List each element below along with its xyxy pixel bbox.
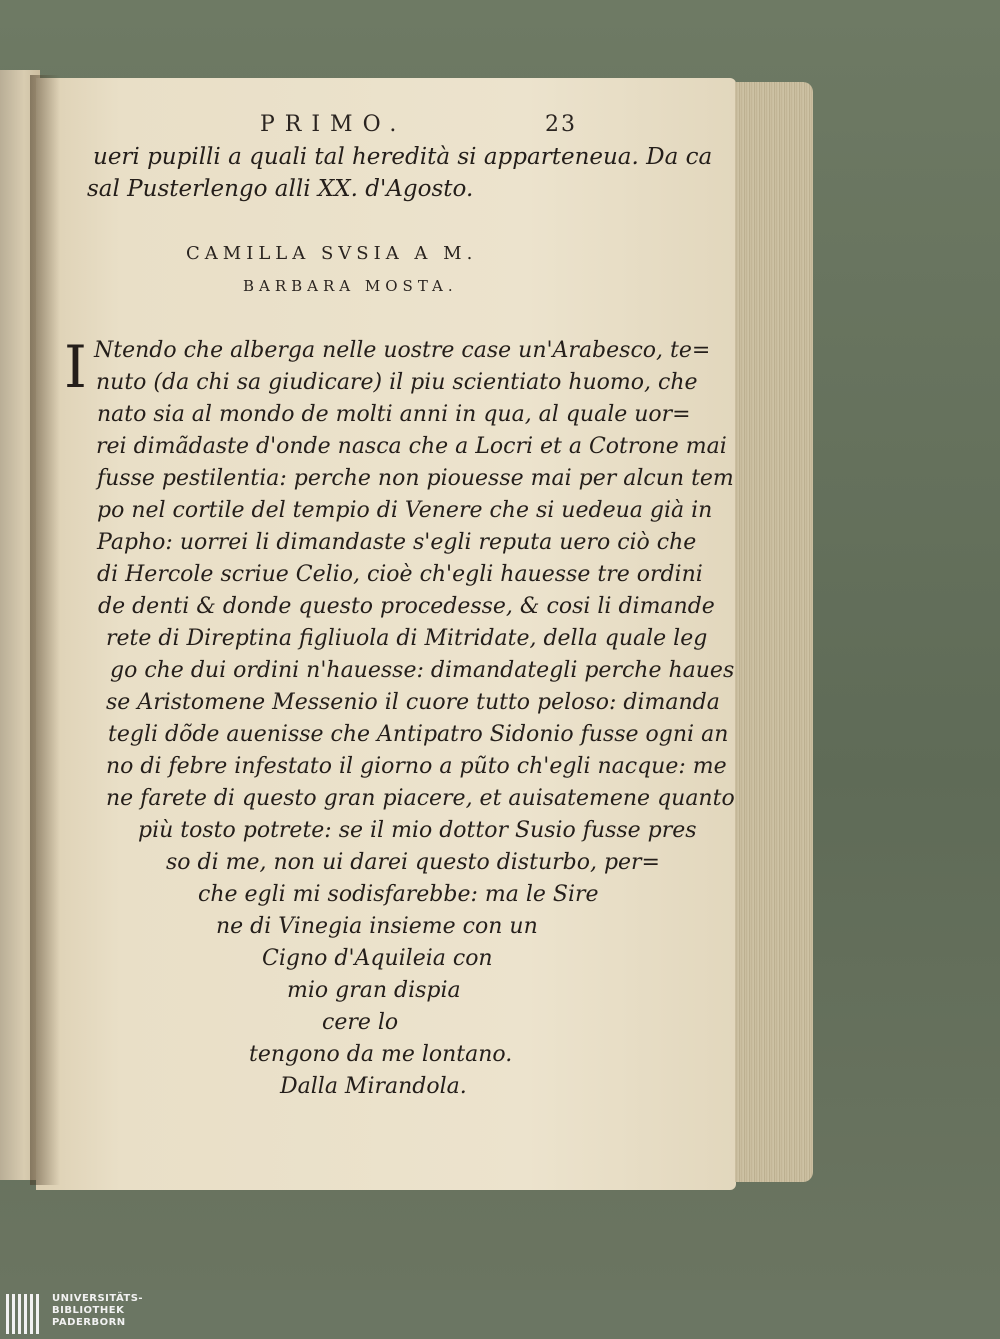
body-line: tengono da me lontano. — [249, 1042, 513, 1067]
body-line: Cigno d'Aquileia con — [262, 946, 493, 971]
letter-title: CAMILLA SVSIA A M. — [186, 243, 478, 264]
body-line: go che dui ordini n'hauesse: dimandategli perche haues — [110, 658, 735, 683]
body-line: che egli mi sodisfarebbe: ma le Sire — [198, 882, 599, 907]
text-line: sal Pusterlengo alli XX. d'Agosto. — [87, 176, 474, 202]
body-line: ne farete di questo gran piacere, et auisatemene quanto — [106, 786, 735, 811]
body-line: di Hercole scriue Celio, cioè ch'egli hauesse tre ordini — [97, 562, 703, 587]
letter-recipient: BARBARA MOSTA. — [243, 277, 458, 295]
body-line: Dalla Mirandola. — [280, 1074, 467, 1099]
body-line: de denti & donde questo procedesse, & cosi li dimande — [98, 594, 715, 619]
body-line: Papho: uorrei li dimandaste s'egli reputa uero ciò che — [97, 530, 697, 555]
body-line: tegli dõde auenisse che Antipatro Sidonio fusse ogni an — [108, 722, 729, 747]
body-line: nuto (da chi sa giudicare) il piu scientiato huomo, che — [96, 370, 698, 395]
logo-line: UNIVERSITÄTS- — [52, 1293, 144, 1304]
body-line: nato sia al mondo de molti anni in qua, al quale uor= — [97, 402, 691, 427]
body-line: mio gran dispia — [287, 978, 461, 1003]
page-block-edges — [735, 82, 813, 1182]
body-line: più tosto potrete: se il mio dottor Susio fusse pres — [138, 818, 697, 843]
page-header — [250, 112, 600, 142]
body-line: no di febre infestato il giorno a pũto ch'egli nacque: me — [106, 754, 727, 779]
body-line: se Aristomene Messenio il cuore tutto peloso: dimanda — [106, 690, 720, 715]
body-line: Ntendo che alberga nelle uostre case un'Arabesco, te= — [94, 338, 711, 363]
library-logo-text — [52, 1293, 143, 1329]
spine-shadow — [30, 75, 60, 1185]
body-line: ne di Vinegia insieme con un — [216, 914, 538, 939]
body-line: po nel cortile del tempio di Venere che si uedeua già in — [97, 498, 713, 523]
running-head: PRIMO. — [260, 112, 407, 137]
library-logo-icon — [6, 1294, 40, 1334]
footer-bar — [0, 1290, 1000, 1339]
page-number: 23 — [545, 112, 577, 137]
body-line: so di me, non ui darei questo disturbo, per= — [166, 850, 660, 875]
logo-line: BIBLIOTHEK — [52, 1305, 125, 1316]
body-line: fusse pestilentia: perche non piouesse mai per alcun tem — [97, 466, 734, 491]
logo-line: PADERBORN — [52, 1317, 126, 1328]
body-line: rei dimãdaste d'onde nasca che a Locri et a Cotrone mai — [96, 434, 727, 459]
body-line: rete di Direptina figliuola di Mitridate, della quale leg — [106, 626, 708, 651]
text-line: ueri pupilli a quali tal heredità si apparteneua. Da ca — [93, 144, 713, 170]
drop-initial: I — [64, 333, 87, 401]
body-line: cere lo — [322, 1010, 399, 1035]
